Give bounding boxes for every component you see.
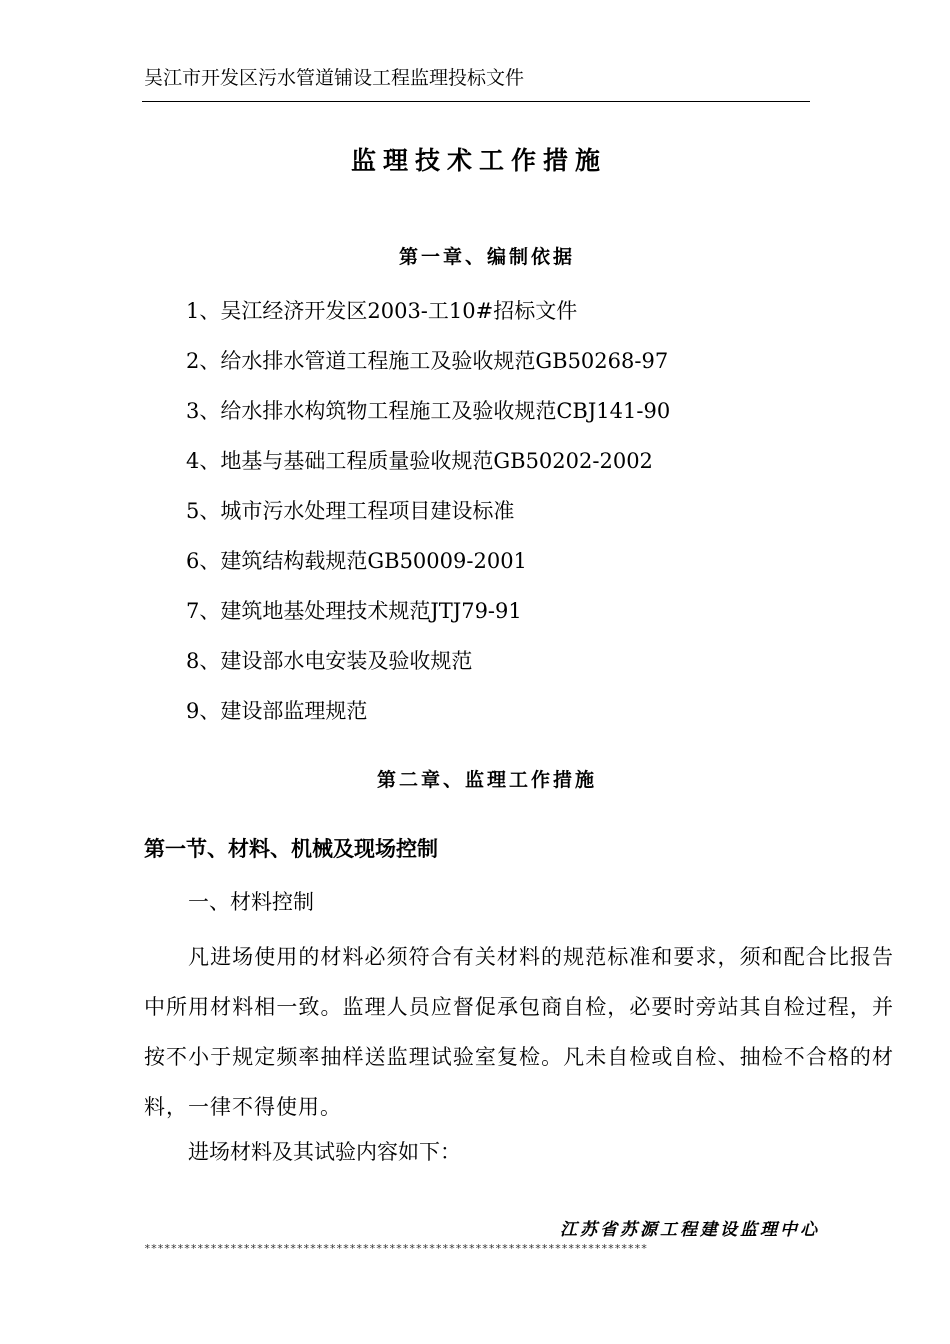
basis-item: 1、吴江经济开发区2003-工10#招标文件: [186, 299, 578, 323]
material-control-paragraph: 凡进场使用的材料必须符合有关材料的规范标准和要求，须和配合比报告中所用材料相一致。监理人员应督促承包商自检，必要时旁站其自检过程，并按不小于规定频率抽样送监理试验室复检。凡未自检或自检、抽检不合格的材料，一律不得使用。: [144, 945, 894, 1119]
header-divider: [142, 101, 810, 102]
basis-list: [186, 292, 670, 742]
basis-item: 4、地基与基础工程质量验收规范GB50202-2002: [186, 449, 653, 473]
chapter-1-title: 第一章、编制依据: [398, 246, 575, 268]
footer-star-divider: ****************************************************************************: [144, 1242, 648, 1255]
basis-item: 3、给水排水构筑物工程施工及验收规范CBJ141-90: [186, 399, 671, 423]
footer-organization: 江苏省苏源工程建设监理中心: [560, 1220, 820, 1240]
material-control-subtitle: 一、材料控制: [188, 890, 314, 914]
basis-item: 8、建设部水电安装及验收规范: [186, 649, 473, 673]
materials-intro-line: 进场材料及其试验内容如下：: [188, 1140, 461, 1164]
basis-item: 6、建筑结构载规范GB50009-2001: [186, 549, 527, 573]
section-1-title: 第一节、材料、机械及现场控制: [144, 837, 438, 861]
chapter-2-title: 第二章、监理工作措施: [376, 769, 597, 791]
basis-item: 5、城市污水处理工程项目建设标准: [186, 499, 515, 523]
basis-item: 7、建筑地基处理技术规范JTJ79-91: [186, 599, 522, 623]
basis-item: 9、建设部监理规范: [186, 699, 368, 723]
header-title: 吴江市开发区污水管道铺设工程监理投标文件: [144, 67, 525, 89]
document-title: 监理技术工作措施: [350, 146, 607, 175]
basis-item: 2、给水排水管道工程施工及验收规范GB50268-97: [186, 349, 669, 373]
